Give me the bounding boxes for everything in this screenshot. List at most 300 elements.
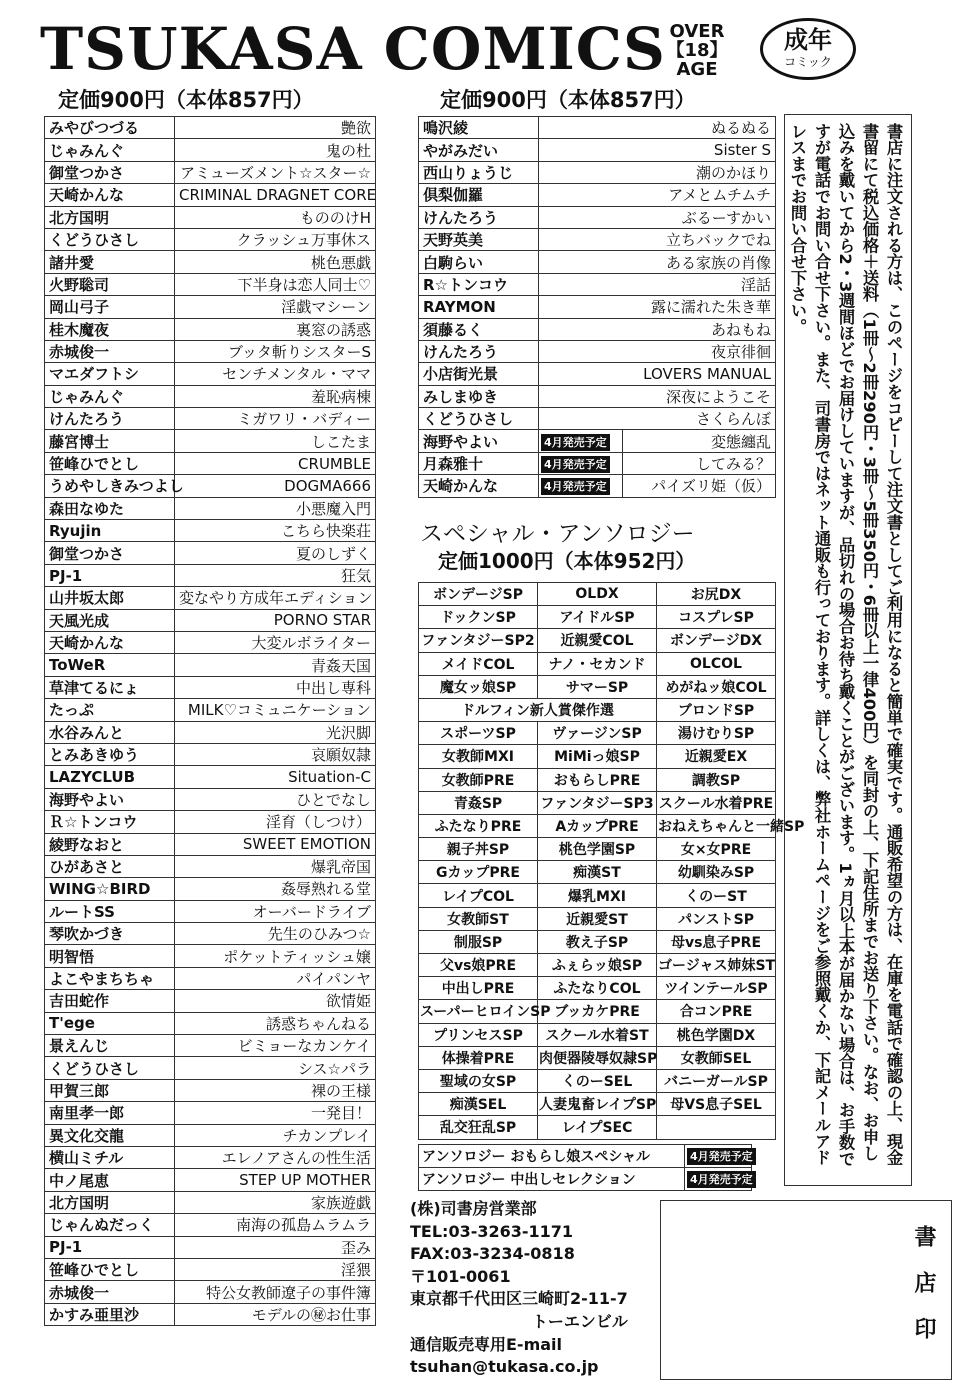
author-name: ひがあさと xyxy=(45,855,175,877)
list-row xyxy=(45,273,376,295)
anthology-item: 母VS息子SEL xyxy=(657,1093,776,1116)
anthology-item: 肉便器陵辱奴隷SP xyxy=(538,1046,657,1069)
anthology-item: ブッカケPRE xyxy=(538,1000,657,1023)
list-row xyxy=(419,363,776,385)
anthology-item: 桃色学園DX xyxy=(657,1023,776,1046)
anthology-item: 制服SP xyxy=(419,930,538,953)
author-name: うめやしきみつよし xyxy=(45,475,175,497)
list-row xyxy=(45,542,376,564)
title-list-right xyxy=(418,116,776,498)
work-title: ビミョーなカンケイ xyxy=(175,1035,376,1057)
author-name: 火野聡司 xyxy=(45,273,175,295)
anthology-item: ふたなりCOL xyxy=(538,977,657,1000)
anthology-item: AカップPRE xyxy=(538,814,657,837)
anthology-item: 人妻鬼畜レイプSP xyxy=(538,1093,657,1116)
anthology-item: ふぇらッ娘SP xyxy=(538,954,657,977)
author-name: 御堂つかさ xyxy=(45,542,175,564)
anthology-item: バニーガールSP xyxy=(657,1069,776,1092)
author-name: 景えんじ xyxy=(45,1035,175,1057)
list-row xyxy=(45,1079,376,1101)
anthology-item: めがねッ娘COL xyxy=(657,675,776,698)
list-row xyxy=(45,475,376,497)
comic-label: コミック xyxy=(784,55,832,69)
work-title: CRUMBLE xyxy=(175,452,376,474)
author-name: 天崎かんな xyxy=(45,184,175,206)
author-name: 御堂つかさ xyxy=(45,161,175,183)
work-title: 淫育（しつけ） xyxy=(175,811,376,833)
author-name: 天野英美 xyxy=(419,228,539,250)
work-title: 淫猥 xyxy=(175,1258,376,1280)
author-name: Ryujin xyxy=(45,520,175,542)
work-title: もののけH xyxy=(175,206,376,228)
work-title: Sister S xyxy=(539,139,776,161)
work-title: モデルの㊙お仕事 xyxy=(175,1303,376,1325)
anthology-row xyxy=(419,977,776,1000)
work-title: パイズリ姫（仮） xyxy=(623,475,776,497)
work-title: 南海の孤島ムラムラ xyxy=(175,1214,376,1236)
list-row xyxy=(45,654,376,676)
work-title: 家族遊戯 xyxy=(175,1191,376,1213)
anthology-item: 魔女ッ娘SP xyxy=(419,675,538,698)
list-row xyxy=(419,184,776,206)
author-name: 藤宮博士 xyxy=(45,430,175,452)
list-row xyxy=(45,206,376,228)
anthology-item: ドルフィン新人賞傑作選 xyxy=(419,698,657,721)
list-row xyxy=(45,318,376,340)
work-title: 立ちバックでね xyxy=(539,228,776,250)
anthology-item: 女教師SEL xyxy=(657,1046,776,1069)
seinen-comic-badge xyxy=(760,18,856,80)
release-cell xyxy=(539,430,623,452)
list-row xyxy=(45,855,376,877)
anthology-item: 近親愛ST xyxy=(538,907,657,930)
list-row xyxy=(45,228,376,250)
author-name: 赤城俊一 xyxy=(45,340,175,362)
work-title: アメとムチムチ xyxy=(539,184,776,206)
author-name: 綾野なおと xyxy=(45,833,175,855)
work-title: 誘惑ちゃんねる xyxy=(175,1012,376,1034)
list-row xyxy=(419,139,776,161)
author-name: 北方国明 xyxy=(45,1191,175,1213)
list-row xyxy=(45,340,376,362)
work-title: エレノアさんの性生活 xyxy=(175,1146,376,1168)
work-title: 裏窓の誘惑 xyxy=(175,318,376,340)
list-row xyxy=(419,340,776,362)
upcoming-title: アンソロジー おもらし娘スペシャル xyxy=(419,1145,685,1168)
release-badge: 4月発売予定 xyxy=(541,478,610,495)
list-row xyxy=(45,900,376,922)
author-name: PJ-1 xyxy=(45,1236,175,1258)
author-name: 琴吹かづき xyxy=(45,923,175,945)
work-title: 夏のしずく xyxy=(175,542,376,564)
author-name: 西山りょうじ xyxy=(419,161,539,183)
list-row xyxy=(45,699,376,721)
over18-line: AGE xyxy=(676,59,718,80)
publisher-info xyxy=(410,1198,628,1379)
anthology-row xyxy=(419,1093,776,1116)
anthology-item: ドックンSP xyxy=(419,606,538,629)
work-title: 露に濡れた朱き華 xyxy=(539,296,776,318)
author-name: 森田なゆた xyxy=(45,497,175,519)
list-row xyxy=(419,452,776,474)
author-name: 吉田蛇作 xyxy=(45,990,175,1012)
title-list-left xyxy=(44,116,376,1326)
anthology-item: ファンタジーSP3 xyxy=(538,791,657,814)
work-title: ひとでなし xyxy=(175,788,376,810)
publisher-building: トーエンビル xyxy=(531,1311,628,1331)
anthology-row xyxy=(419,1046,776,1069)
anthology-row xyxy=(419,884,776,907)
list-row xyxy=(45,1057,376,1079)
list-row xyxy=(419,251,776,273)
anthology-item: レイプCOL xyxy=(419,884,538,907)
work-title: 桃色悪戯 xyxy=(175,251,376,273)
anthology-item: 聖域の女SP xyxy=(419,1069,538,1092)
author-name: 須藤るく xyxy=(419,318,539,340)
list-row xyxy=(419,475,776,497)
list-row xyxy=(45,609,376,631)
author-name: Ｒ☆トンコウ xyxy=(45,811,175,833)
author-name: けんたろう xyxy=(419,340,539,362)
list-row xyxy=(45,1035,376,1057)
work-title: MILK♡コミュニケーション xyxy=(175,699,376,721)
list-row xyxy=(45,1191,376,1213)
anthology-row xyxy=(419,698,776,721)
author-name: 異文化交龍 xyxy=(45,1124,175,1146)
publisher-zip: 〒101-0061 xyxy=(410,1266,511,1286)
anthology-item: 母vs息子PRE xyxy=(657,930,776,953)
work-title: 歪み xyxy=(175,1236,376,1258)
author-name: 赤城俊一 xyxy=(45,1281,175,1303)
anthology-item: 近親愛COL xyxy=(538,629,657,652)
anthology-row xyxy=(419,861,776,884)
anthology-row xyxy=(419,954,776,977)
price-right: 定価900円（本体857円） xyxy=(440,88,696,112)
over18-line: OVER xyxy=(669,21,725,42)
author-name: 天風光成 xyxy=(45,609,175,631)
anthology-item: お尻DX xyxy=(657,583,776,606)
anthology-item: おもらしPRE xyxy=(538,768,657,791)
work-title: CRIMINAL DRAGNET CORE xyxy=(175,184,376,206)
list-row xyxy=(45,1303,376,1325)
work-title: 光沢脚 xyxy=(175,721,376,743)
work-title: 夜京徘徊 xyxy=(539,340,776,362)
anthology-row xyxy=(419,768,776,791)
list-row xyxy=(45,1124,376,1146)
list-row xyxy=(45,878,376,900)
author-name: とみあきゆう xyxy=(45,743,175,765)
work-title: 狂気 xyxy=(175,564,376,586)
list-row xyxy=(419,408,776,430)
author-name: LAZYCLUB xyxy=(45,766,175,788)
publisher-mail-label: 通信販売専用E-mail xyxy=(410,1334,563,1354)
list-row xyxy=(45,564,376,586)
work-title: 大変ルボライター xyxy=(175,631,376,653)
author-name: 山井坂太郎 xyxy=(45,587,175,609)
anthology-item: 女教師ST xyxy=(419,907,538,930)
author-name: RAYMON xyxy=(419,296,539,318)
list-row xyxy=(45,967,376,989)
author-name: 笹峰ひでとし xyxy=(45,1258,175,1280)
anthology-item: メイドCOL xyxy=(419,652,538,675)
list-row xyxy=(45,430,376,452)
anthology-row xyxy=(419,814,776,837)
anthology-item: プリンセスSP xyxy=(419,1023,538,1046)
anthology-row xyxy=(419,745,776,768)
list-row xyxy=(45,184,376,206)
author-name: 横山ミチル xyxy=(45,1146,175,1168)
anthology-item: 体操着PRE xyxy=(419,1046,538,1069)
release-cell xyxy=(685,1168,752,1191)
work-title: 潮のかほり xyxy=(539,161,776,183)
work-title: 一発目！ xyxy=(175,1102,376,1124)
upcoming-row xyxy=(419,1168,752,1191)
work-title: してみる？ xyxy=(623,452,776,474)
work-title: 姦辱熟れる堂 xyxy=(175,878,376,900)
anthology-row xyxy=(419,1116,776,1139)
work-title: 深夜にようこそ xyxy=(539,385,776,407)
work-title: オーバードライブ xyxy=(175,900,376,922)
anthology-item: 青姦SP xyxy=(419,791,538,814)
list-row xyxy=(419,228,776,250)
publisher-fax: FAX:03-3234-0818 xyxy=(410,1244,575,1264)
author-name: けんたろう xyxy=(45,408,175,430)
anthology-item: GカップPRE xyxy=(419,861,538,884)
work-title: こちら快楽荘 xyxy=(175,520,376,542)
work-title: 変なやり方成年エディション xyxy=(175,587,376,609)
work-title: 中出し専科 xyxy=(175,676,376,698)
anthology-item: 近親愛EX xyxy=(657,745,776,768)
work-title: 変態纏乱 xyxy=(623,430,776,452)
anthology-item: 痴漢ST xyxy=(538,861,657,884)
anthology-item: 桃色学園SP xyxy=(538,838,657,861)
author-name: R☆トンコウ xyxy=(419,273,539,295)
author-name: 天崎かんな xyxy=(45,631,175,653)
list-row xyxy=(45,1012,376,1034)
author-name: かすみ亜里沙 xyxy=(45,1303,175,1325)
anthology-upcoming xyxy=(418,1144,752,1191)
list-row xyxy=(45,139,376,161)
anthology-item: おねえちゃんと一緒SP xyxy=(657,814,776,837)
author-name: くどうひさし xyxy=(419,408,539,430)
release-cell xyxy=(685,1145,752,1168)
anthology-item: 乱交狂乱SP xyxy=(419,1116,538,1139)
work-title: 鬼の杜 xyxy=(175,139,376,161)
anthology-item: ファンタジーSP2 xyxy=(419,629,538,652)
author-name: 桂木魔夜 xyxy=(45,318,175,340)
anthology-item: スクール水着PRE xyxy=(657,791,776,814)
publisher-email: tsuhan@tukasa.co.jp xyxy=(410,1357,599,1377)
anthology-item: 父vs娘PRE xyxy=(419,954,538,977)
list-row xyxy=(45,945,376,967)
author-name: じゃみんぐ xyxy=(45,139,175,161)
author-name: 草津てるにょ xyxy=(45,676,175,698)
author-name: たっぷ xyxy=(45,699,175,721)
list-row xyxy=(419,117,776,139)
anthology-item: アイドルSP xyxy=(538,606,657,629)
price-left: 定価900円（本体857円） xyxy=(58,88,314,112)
work-title: STEP UP MOTHER xyxy=(175,1169,376,1191)
anthology-item: くのーSEL xyxy=(538,1069,657,1092)
author-name: 笹峰ひでとし xyxy=(45,452,175,474)
anthology-item: OLCOL xyxy=(657,652,776,675)
author-name: みしまゆき xyxy=(419,385,539,407)
anthology-row xyxy=(419,1000,776,1023)
author-name: 小店街光景 xyxy=(419,363,539,385)
work-title: 小悪魔入門 xyxy=(175,497,376,519)
list-row xyxy=(45,1281,376,1303)
bookstore-stamp-label: 書店印 xyxy=(911,1225,936,1363)
release-cell xyxy=(539,475,623,497)
author-name: 倶梨伽羅 xyxy=(419,184,539,206)
author-name: 鳴沢綾 xyxy=(419,117,539,139)
list-row xyxy=(45,766,376,788)
work-title: SWEET EMOTION xyxy=(175,833,376,855)
anthology-item: MiMiっ娘SP xyxy=(538,745,657,768)
list-row xyxy=(45,631,376,653)
list-row xyxy=(45,811,376,833)
anthology-item: 女教師MXI xyxy=(419,745,538,768)
bookstore-stamp-box xyxy=(660,1200,952,1380)
list-row xyxy=(419,296,776,318)
anthology-item: 教え子SP xyxy=(538,930,657,953)
anthology-row xyxy=(419,675,776,698)
list-row xyxy=(419,273,776,295)
anthology-item: ブロンドSP xyxy=(657,698,776,721)
list-row xyxy=(419,385,776,407)
anthology-row xyxy=(419,930,776,953)
anthology-row xyxy=(419,722,776,745)
work-title: アミューズメント☆スター☆ xyxy=(175,161,376,183)
author-name: 南里孝一郎 xyxy=(45,1102,175,1124)
list-row xyxy=(45,1258,376,1280)
list-row xyxy=(45,520,376,542)
release-badge: 4月発売予定 xyxy=(541,456,610,473)
work-title: 淫話 xyxy=(539,273,776,295)
author-name: 岡山弓子 xyxy=(45,296,175,318)
list-row xyxy=(45,1236,376,1258)
release-badge: 4月発売予定 xyxy=(687,1171,756,1188)
list-row xyxy=(45,923,376,945)
list-row xyxy=(45,452,376,474)
work-title: PORNO STAR xyxy=(175,609,376,631)
work-title: 爆乳帝国 xyxy=(175,855,376,877)
work-title: ポケットティッシュ嬢 xyxy=(175,945,376,967)
over18-mark xyxy=(652,22,742,79)
author-name: けんたろう xyxy=(419,206,539,228)
author-name: 水谷みんと xyxy=(45,721,175,743)
list-row xyxy=(419,430,776,452)
work-title: さくらんぼ xyxy=(539,408,776,430)
work-title: ぬるぬる xyxy=(539,117,776,139)
author-name: 甲賀三郎 xyxy=(45,1079,175,1101)
author-name: 北方国明 xyxy=(45,206,175,228)
list-row xyxy=(45,833,376,855)
list-row xyxy=(45,1146,376,1168)
work-title: 青姦天国 xyxy=(175,654,376,676)
work-title: ぶるーすかい xyxy=(539,206,776,228)
order-notice-text: 書店に注文される方は、このページをコピーして注文書としてご利用になると簡単で確実です。通販希望の方は、在庫を電話で確認の上、現金書留にて税込価格＋送料（1冊～2冊290円・3冊～5冊350円・6冊以上一律400円）を同封の上、下記住所までお送り下さい。なお、お申し込みを戴いてから2・3週間ほどでお届けしていますが、品切れの場合お待ち戴くことがございます。1ヵ月以上本が届かない場合は、お手数ですが電話でお問い合せ下さい。また、司書房ではネット通販も行っております。詳しくは、弊社ホームページをご参照戴くか、下記メールアドレスまでお問い合せ下さい。 xyxy=(788,123,903,1167)
work-title: 羞恥病棟 xyxy=(175,385,376,407)
anthology-item: レイプSEC xyxy=(538,1116,657,1139)
work-title: Situation-C xyxy=(175,766,376,788)
anthology-item: 幼馴染みSP xyxy=(657,861,776,884)
anthology-item: ボンデージDX xyxy=(657,629,776,652)
work-title: LOVERS MANUAL xyxy=(539,363,776,385)
anthology-title: スペシャル・アンソロジー xyxy=(420,521,695,547)
work-title: 裸の王様 xyxy=(175,1079,376,1101)
list-row xyxy=(45,587,376,609)
author-name: 海野やよい xyxy=(45,788,175,810)
anthology-row xyxy=(419,907,776,930)
work-title: しこたま xyxy=(175,430,376,452)
anthology-item: スーパーヒロインSP xyxy=(419,1000,538,1023)
list-row xyxy=(45,743,376,765)
work-title: ミガワリ・バディー xyxy=(175,408,376,430)
anthology-item: 女教師PRE xyxy=(419,768,538,791)
author-name: みやびつづる xyxy=(45,117,175,139)
anthology-item: コスプレSP xyxy=(657,606,776,629)
order-notice xyxy=(784,114,912,1186)
list-row xyxy=(45,1214,376,1236)
author-name: 明智悟 xyxy=(45,945,175,967)
work-title: シス☆パラ xyxy=(175,1057,376,1079)
author-name: くどうひさし xyxy=(45,1057,175,1079)
release-badge: 4月発売予定 xyxy=(687,1148,756,1165)
anthology-row xyxy=(419,791,776,814)
anthology-item xyxy=(657,1116,776,1139)
upcoming-title: アンソロジー 中出しセレクション xyxy=(419,1168,685,1191)
author-name: 月森雅十 xyxy=(419,452,539,474)
author-name: 諸井愛 xyxy=(45,251,175,273)
author-name: ルートSS xyxy=(45,900,175,922)
author-name: よこやまちちゃ xyxy=(45,967,175,989)
author-name: くどうひさし xyxy=(45,228,175,250)
publisher-name: (株)司書房営業部 xyxy=(410,1199,537,1218)
list-row xyxy=(45,1169,376,1191)
anthology-item: くのーST xyxy=(657,884,776,907)
author-name: T'ege xyxy=(45,1012,175,1034)
work-title: 先生のひみつ☆ xyxy=(175,923,376,945)
anthology-item: パンストSP xyxy=(657,907,776,930)
author-name: じゃんぬだっく xyxy=(45,1214,175,1236)
author-name: PJ-1 xyxy=(45,564,175,586)
anthology-item: ヴァージンSP xyxy=(538,722,657,745)
author-name: 中ノ尾恵 xyxy=(45,1169,175,1191)
work-title: パイパンヤ xyxy=(175,967,376,989)
anthology-item: OLDX xyxy=(538,583,657,606)
anthology-row xyxy=(419,652,776,675)
list-row xyxy=(45,251,376,273)
anthology-item: ツインテールSP xyxy=(657,977,776,1000)
anthology-item: サマーSP xyxy=(538,675,657,698)
anthology-item: 中出しPRE xyxy=(419,977,538,1000)
page-title: TSUKASA COMICS xyxy=(40,15,666,83)
anthology-item: 爆乳MXI xyxy=(538,884,657,907)
seinen-label: 成年 xyxy=(784,26,832,54)
list-row xyxy=(45,788,376,810)
publisher-address: 東京都千代田区三崎町2-11-7 xyxy=(410,1289,628,1309)
anthology-item: 調教SP xyxy=(657,768,776,791)
anthology-item: 親子丼SP xyxy=(419,838,538,861)
anthology-item: ゴージャス姉妹ST xyxy=(657,954,776,977)
anthology-row xyxy=(419,1069,776,1092)
anthology-row xyxy=(419,606,776,629)
anthology-item: スクール水着ST xyxy=(538,1023,657,1046)
anthology-item: ナノ・セカンド xyxy=(538,652,657,675)
author-name: やがみだい xyxy=(419,139,539,161)
upcoming-row xyxy=(419,1145,752,1168)
